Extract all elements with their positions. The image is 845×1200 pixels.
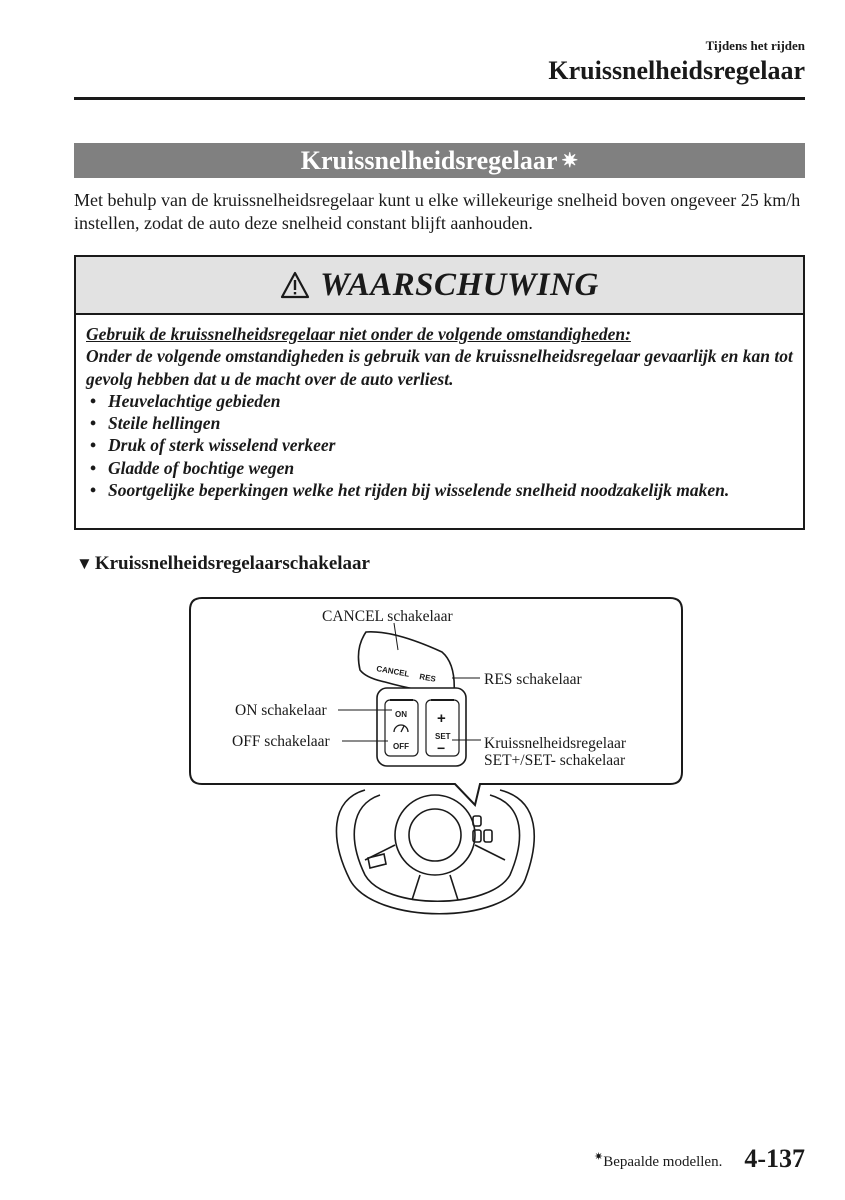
set-switch-label-line2: SET+/SET- schakelaar: [484, 752, 626, 769]
section-heading: [74, 143, 805, 178]
warning-header: [76, 257, 803, 315]
warning-item: • Gladde of bochtige wegen: [86, 457, 793, 479]
warning-title: WAARSCHUWING: [320, 266, 599, 303]
steering-wheel: [336, 790, 534, 914]
set-switch-label-line1: Kruissnelheidsregelaar: [484, 735, 627, 752]
footnote: [594, 1150, 722, 1171]
header-rule: [74, 97, 805, 100]
cancel-switch-text: CANCEL: [375, 664, 411, 679]
plus-switch-text: +: [437, 710, 446, 727]
section-title: Kruissnelheidsregelaar: [300, 146, 558, 175]
warning-lead: Gebruik de kruissnelheidsregelaar niet onder de volgende omstandigheden:: [86, 324, 631, 344]
intro-paragraph: Met behulp van de kruissnelheidsregelaar kunt u elke willekeurige snelheid boven ongeveer 25 km/h instellen, zodat de auto deze snelheid constant blijft aanhouden.: [74, 190, 801, 233]
warning-item: • Steile hellingen: [86, 412, 793, 434]
model-asterisk: ✷: [561, 150, 579, 172]
chapter-title: Tijdens het rijden: [705, 38, 805, 53]
minus-switch-text: −: [437, 740, 446, 756]
triangle-marker-icon: ▼: [76, 554, 93, 573]
warning-triangle-icon: [280, 271, 310, 299]
on-switch-label: ON schakelaar: [235, 702, 327, 719]
page-title: Kruissnelheidsregelaar: [548, 56, 805, 85]
res-switch-label: RES schakelaar: [484, 671, 582, 688]
on-switch-text: ON: [395, 710, 407, 719]
cancel-switch-label: CANCEL schakelaar: [322, 608, 453, 625]
set-switch-text: SET: [435, 732, 451, 741]
warning-text: Onder de volgende omstandigheden is gebruik van de kruissnelheidsregelaar gevaarlijk en kan tot gevolg hebben dat u de macht over de auto verliest.: [86, 346, 793, 389]
cruise-control-switch-illustration: [180, 590, 690, 930]
off-switch-text: OFF: [393, 742, 409, 751]
warning-body: [76, 315, 803, 501]
off-switch-label: OFF schakelaar: [232, 733, 330, 750]
warning-list: [86, 390, 793, 501]
footnote-text: Bepaalde modellen.: [603, 1154, 723, 1170]
res-switch-text: RES: [418, 672, 437, 684]
footnote-asterisk: ✷: [594, 1151, 604, 1163]
subsection-title: Kruissnelheidsregelaarschakelaar: [94, 553, 370, 574]
warning-item: • Soortgelijke beperkingen welke het rijden bij wisselende snelheid noodzakelijk maken.: [86, 479, 793, 501]
page-number: 4-137: [744, 1144, 805, 1173]
warning-item: • Heuvelachtige gebieden: [86, 390, 793, 412]
warning-box: [74, 255, 805, 530]
subsection-heading: [76, 553, 370, 575]
warning-item: • Druk of sterk wisselend verkeer: [86, 434, 793, 456]
